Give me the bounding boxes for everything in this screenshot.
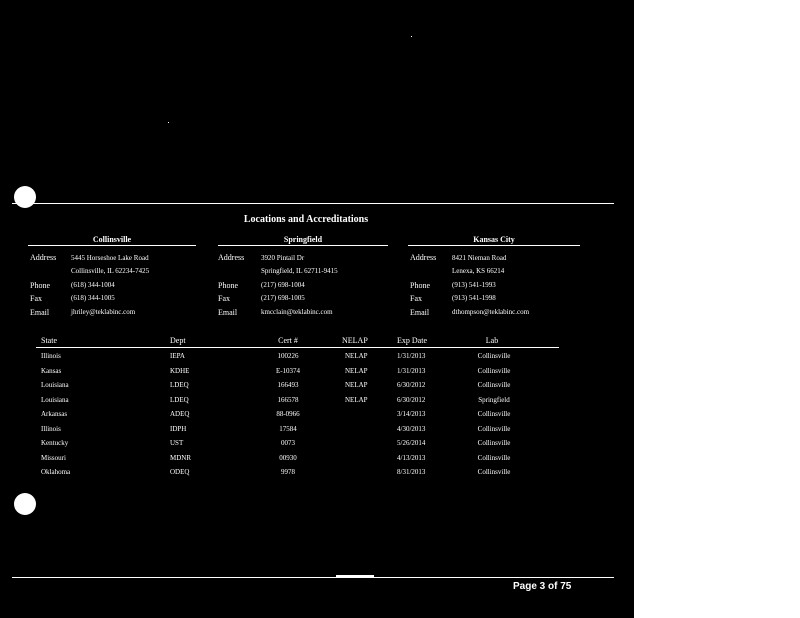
address-line-2: Springfield, IL 62711-9415 xyxy=(261,267,338,275)
table-cell-lab: Collinsville xyxy=(477,410,511,418)
table-cell-lab: Collinsville xyxy=(477,352,511,360)
email-label: Email xyxy=(30,308,50,317)
table-cell-state: Kansas xyxy=(41,366,62,375)
email-label: Email xyxy=(410,308,430,317)
table-cell-cert: 100226 xyxy=(277,352,299,360)
page-number: Page 3 of 75 xyxy=(513,581,572,592)
table-cell-dept: UST xyxy=(170,439,184,447)
table-cell-exp-date: 3/14/2013 xyxy=(397,410,426,418)
table-cell-exp-date: 5/26/2014 xyxy=(397,439,426,447)
table-cell-exp-date: 4/13/2013 xyxy=(397,453,426,462)
table-cell-lab: Collinsville xyxy=(477,439,511,447)
table-cell-lab: Springfield xyxy=(478,395,510,404)
email-label: Email xyxy=(218,308,238,317)
table-cell-dept: KDHE xyxy=(170,366,190,375)
table-cell-cert: 00930 xyxy=(279,453,297,462)
table-cell-cert: 0073 xyxy=(281,439,295,447)
table-cell-nelap: NELAP xyxy=(345,395,368,404)
table-cell-exp-date: 1/31/2013 xyxy=(397,352,426,360)
table-cell-dept: ADEQ xyxy=(170,410,190,418)
table-cell-cert: E-10374 xyxy=(275,366,301,375)
table-cell-exp-date: 8/31/2013 xyxy=(397,468,426,476)
table-cell-lab: Collinsville xyxy=(477,366,511,375)
punch-hole-bottom xyxy=(14,493,36,515)
table-cell-state: Illinois xyxy=(41,352,61,360)
table-cell-dept: MDNR xyxy=(170,453,192,462)
table-header-lab: Lab xyxy=(485,336,499,345)
table-cell-dept: LDEQ xyxy=(170,395,189,404)
lab-name-kansas-city: Kansas City xyxy=(408,235,580,246)
phone-label: Phone xyxy=(30,281,50,290)
address-line-1: 3920 Pintail Dr xyxy=(261,254,305,262)
fax-label: Fax xyxy=(410,294,422,303)
email-value: jhriley@teklabinc.com xyxy=(71,308,136,316)
table-header-nelap: NELAP xyxy=(342,336,368,345)
table-cell-state: Missouri xyxy=(41,453,66,462)
table-cell-cert: 166578 xyxy=(277,395,299,404)
header-rule xyxy=(12,203,614,204)
phone-label: Phone xyxy=(410,281,430,290)
email-value: dthompson@teklabinc.com xyxy=(452,308,530,316)
table-cell-exp-date: 4/30/2013 xyxy=(397,424,426,433)
punch-hole-top xyxy=(14,186,36,208)
email-value: kmcclain@teklabinc.com xyxy=(261,308,333,316)
table-cell-nelap: NELAP xyxy=(345,381,368,389)
table-cell-nelap: NELAP xyxy=(345,352,368,360)
table-cell-nelap: NELAP xyxy=(345,366,368,375)
table-cell-cert: 17584 xyxy=(279,424,297,433)
scan-speck xyxy=(411,36,412,37)
fax-value: (217) 698-1005 xyxy=(261,294,305,302)
table-header-state: State xyxy=(41,336,57,345)
table-header-rule xyxy=(36,347,559,348)
table-header-exp-date: Exp Date xyxy=(397,336,427,345)
table-cell-exp-date: 6/30/2012 xyxy=(397,381,426,389)
table-cell-state: Louisiana xyxy=(41,381,69,389)
fax-value: (618) 344-1005 xyxy=(71,294,115,302)
fax-value: (913) 541-1998 xyxy=(452,294,496,302)
phone-label: Phone xyxy=(218,281,238,290)
fax-label: Fax xyxy=(218,294,230,303)
footer-mark xyxy=(336,575,374,578)
table-cell-dept: IDPH xyxy=(170,424,187,433)
table-cell-state: Louisiana xyxy=(41,395,69,404)
address-line-1: 8421 Nieman Road xyxy=(452,254,507,262)
table-cell-state: Kentucky xyxy=(41,439,69,447)
lab-name-springfield: Springfield xyxy=(218,235,388,246)
table-cell-state: Arkansas xyxy=(41,410,68,418)
phone-value: (618) 344-1004 xyxy=(71,281,115,289)
table-cell-exp-date: 1/31/2013 xyxy=(397,366,426,375)
lab-name-collinsville: Collinsville xyxy=(28,235,196,246)
footer-rule xyxy=(12,577,614,578)
table-cell-state: Oklahoma xyxy=(41,468,71,476)
address-label: Address xyxy=(30,253,57,262)
table-cell-lab: Collinsville xyxy=(477,381,511,389)
table-cell-dept: IEPA xyxy=(170,352,185,360)
address-label: Address xyxy=(410,253,437,262)
table-cell-cert: 166493 xyxy=(277,381,299,389)
address-label: Address xyxy=(218,253,245,262)
phone-value: (217) 698-1004 xyxy=(261,281,305,289)
table-cell-exp-date: 6/30/2012 xyxy=(397,395,426,404)
table-cell-lab: Collinsville xyxy=(477,424,511,433)
table-cell-lab: Collinsville xyxy=(477,453,511,462)
table-cell-cert: 88-0966 xyxy=(276,410,300,418)
table-cell-cert: 9978 xyxy=(281,468,295,476)
phone-value: (913) 541-1993 xyxy=(452,281,496,289)
scan-speck xyxy=(168,122,169,123)
fax-label: Fax xyxy=(30,294,42,303)
address-line-2: Collinsville, IL 62234-7425 xyxy=(71,267,150,275)
table-cell-dept: LDEQ xyxy=(170,381,189,389)
page-title: Locations and Accreditations xyxy=(243,214,369,225)
table-header-dept: Dept xyxy=(170,336,186,345)
address-line-2: Lenexa, KS 66214 xyxy=(452,267,505,275)
table-header-cert: Cert # xyxy=(278,336,298,345)
table-cell-lab: Collinsville xyxy=(477,468,511,476)
address-line-1: 5445 Horseshoe Lake Road xyxy=(71,254,149,262)
table-cell-dept: ODEQ xyxy=(170,468,190,476)
table-cell-state: Illinois xyxy=(41,424,61,433)
